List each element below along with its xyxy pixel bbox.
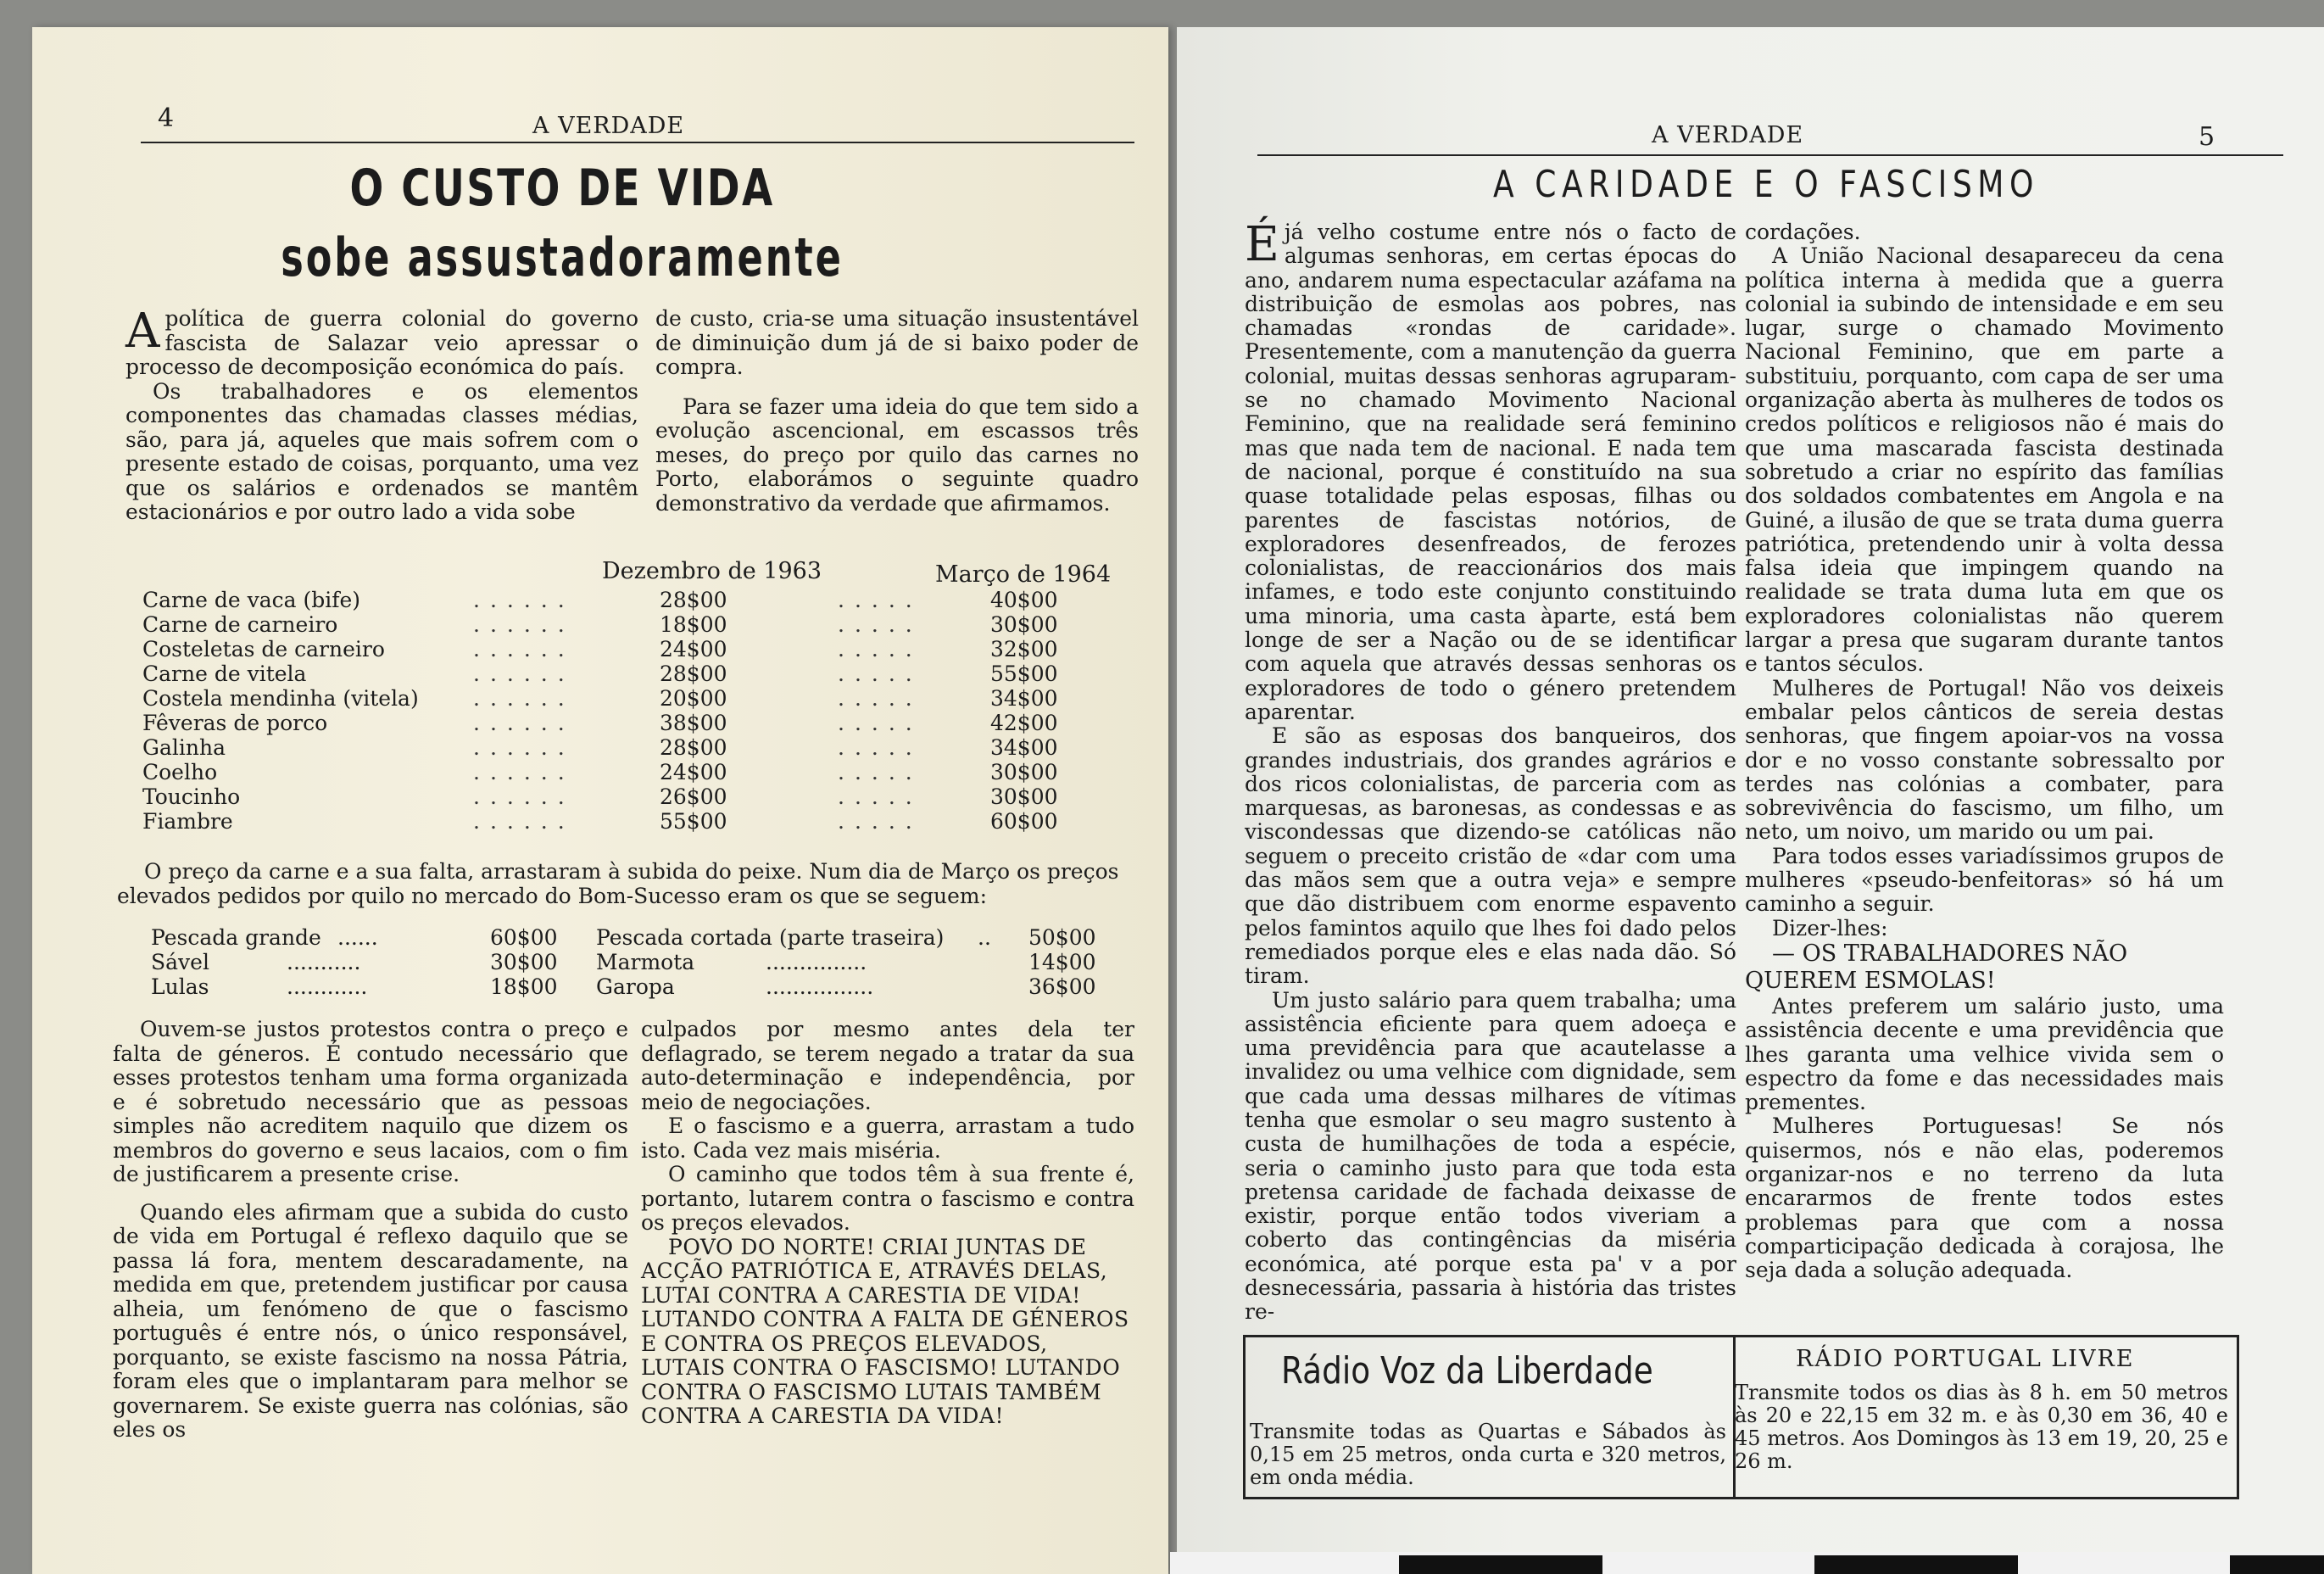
fish-price: 50$00 xyxy=(1028,925,1096,950)
body-column-1 xyxy=(1245,217,1736,1325)
paragraph: O caminho que todos têm à sua frente é, portanto, lutarem contra o fascismo e contra os preços elevados. xyxy=(641,1162,1134,1235)
left-page xyxy=(32,27,1168,1574)
leader-dots: ..... xyxy=(838,809,922,834)
price-march: 30$00 xyxy=(990,612,1058,637)
leader-dots: ..... xyxy=(838,612,922,637)
leader-dots: ...... xyxy=(473,784,575,809)
table-row xyxy=(142,785,1143,809)
table-header-december: Dezembro de 1963 xyxy=(602,558,822,584)
leader-dots: ...... xyxy=(473,809,575,834)
price-december: 28$00 xyxy=(660,661,727,686)
paragraph: Antes preferem um salário justo, uma assistência decente e uma previdência que lhes garanta uma velhice vivida sem o espectro da fome e das necessidades mais prementes. xyxy=(1745,993,2224,1115)
right-page xyxy=(1177,27,2324,1574)
scale-segment xyxy=(1399,1555,1602,1574)
leader-dots: ...... xyxy=(473,588,575,612)
fish-price: 14$00 xyxy=(1028,950,1096,974)
fish-price: 60$00 xyxy=(490,925,558,950)
leader-dots: ..... xyxy=(838,686,922,711)
leader-dots: ...... xyxy=(473,612,575,637)
fish-item: Garopa xyxy=(596,974,675,999)
price-march: 60$00 xyxy=(990,809,1058,834)
fish-item: Sável xyxy=(151,950,209,974)
leader-dots: ..... xyxy=(838,588,922,612)
paragraph: Quando eles afirmam que a subida do custo de vida em Portugal é reflexo daquilo que se passa lá fora, mentem descaradamente, na medida em que, pretendem justificar por causa alheia, um fenómeno de que o fascismo português é entre nós, o único responsável, porquanto, se existe fascismo na nossa Pátria, foram eles que o implantaram para melhor se governarem. Se existe guerra nas colónias, são eles os xyxy=(113,1199,628,1442)
price-december: 38$00 xyxy=(660,711,727,735)
item-name: Toucinho xyxy=(142,784,241,809)
price-december: 28$00 xyxy=(660,588,727,612)
table-row xyxy=(142,662,1143,686)
paragraph: Ouvem-se justos protestos contra o preço e falta de géneros. É contudo necessário que esses protestos tenham uma forma organizada e é sobretudo necessário que as pessoas simples não acreditem naquilo que dizem os membros do governo e seus lacaios, com o fim de justificarem a presente crise. xyxy=(113,1017,628,1186)
paragraph: Para se fazer uma ideia do que tem sido a evolução ascencional, em escassos três meses, do preço por quilo das carnes no Porto, elaborámos o seguinte quadro demonstrativo da verdade que afirmamos. xyxy=(655,394,1139,516)
leader-dots: ...... xyxy=(473,711,575,735)
leader-dots: ............ xyxy=(287,974,368,999)
paragraph: Mulheres Portuguesas! Se nós quisermos, nós e não elas, poderemos organizar-nos e no terreno da luta encararmos de frente todos estes problemas para que com a nossa comparticipação dedicada à corajosa, lhe seja dada a solução adequada. xyxy=(1745,1114,2224,1283)
price-march: 40$00 xyxy=(990,588,1058,612)
intro-column-2 xyxy=(655,307,1139,516)
leader-dots: ..... xyxy=(838,760,922,784)
paragraph: culpados por mesmo antes dela ter deflagrado, se terem negado a tratar da sua auto-determinação e independência, por meio de negociações. xyxy=(641,1017,1134,1114)
price-december: 24$00 xyxy=(660,760,727,784)
leader-dots: ............... xyxy=(766,950,867,974)
running-header: A VERDADE xyxy=(532,113,685,139)
item-name: Costeletas de carneiro xyxy=(142,637,385,661)
price-december: 55$00 xyxy=(660,809,727,834)
price-march: 55$00 xyxy=(990,661,1058,686)
leader-dots: ..... xyxy=(838,711,922,735)
paragraph: de custo, cria-se uma situação insustentável de diminuição dum já de si baixo poder de compra. xyxy=(655,306,1139,379)
paragraph: Mulheres de Portugal! Não vos deixeis embalar pelos cânticos de sereia destas senhoras, que fingem apoiar-vos na vossa dor e no vosso constante sobressalto por terdes nas colónias a combater, para sobrevivência do fascismo, um filho, um neto, um noivo, um marido ou um pai. xyxy=(1745,675,2224,845)
radio-schedule: Transmite todas as Quartas e Sábados às 0,15 em 25 metros, onda curta e 320 metros, em onda média. xyxy=(1250,1420,1726,1489)
page-number: 4 xyxy=(158,103,175,133)
price-march: 34$00 xyxy=(990,686,1058,711)
item-name: Carne de carneiro xyxy=(142,612,338,637)
fish-price: 18$00 xyxy=(490,974,558,999)
leader-dots: ...... xyxy=(473,735,575,760)
fish-price: 30$00 xyxy=(490,950,558,974)
radio-title: Rádio Voz da Liberdade xyxy=(1281,1349,1653,1393)
leader-dots: ...... xyxy=(473,686,575,711)
table-row xyxy=(142,687,1143,711)
paragraph: A União Nacional desapareceu da cena política interna à medida que a guerra colonial ia subindo de intensidade e em seu lugar, surge o chamado Movimento Nacional Feminino, que em parte a substituiu, porquanto, com capa de ser uma organização aberta às mulheres de todos os credos políticos e religiosos não é mais do que uma mascarada fascista destinada sobretudo a criar no espírito das famílias dos soldados combatentes em Angola e na Guiné, a ilusão de que se trata duma guerra patriótica, pretendendo unir à volta dessa falsa ideia que impingem quando na realidade se trata duma luta em que os exploradores colonialistas não querem largar a presa que sugaram durante tantos e tantos séculos. xyxy=(1745,243,2224,677)
item-name: Carne de vitela xyxy=(142,661,307,686)
fish-item: Pescada grande xyxy=(151,925,321,950)
item-name: Coelho xyxy=(142,760,218,784)
meat-price-table xyxy=(142,589,1143,843)
paragraph: E o fascismo e a guerra, arrastam a tudo isto. Cada vez mais miséria. xyxy=(641,1114,1134,1163)
price-december: 18$00 xyxy=(660,612,727,637)
price-december: 28$00 xyxy=(660,735,727,760)
price-march: 32$00 xyxy=(990,637,1058,661)
leader-dots: ...... xyxy=(473,661,575,686)
headline-line2: sobe assustadoramente xyxy=(281,226,844,288)
item-name: Fiambre xyxy=(142,809,233,834)
leader-dots: ...... xyxy=(473,637,575,661)
paragraph: E são as esposas dos banqueiros, dos grandes industriais, dos grandes agrários e dos ricos colonialistas, de parceria com as marquesas, as baronesas, as condessas e as viscondessas que dizendo-se católicas não seguem o preceito cristão de «dar com uma das mãos sem que a outra veja» e sempre que dão distribuem com enorme espavento pelos famintos aquilo que lhes foi dado pelos remediados porque eles e elas nada dão. Só tiram. xyxy=(1245,723,1736,989)
leader-dots: ...... xyxy=(473,760,575,784)
radio-portugal-livre-box xyxy=(1730,1335,2239,1499)
leader-dots: ..... xyxy=(838,735,922,760)
leader-dots: ..... xyxy=(838,661,922,686)
table-row xyxy=(142,613,1143,637)
fish-intro xyxy=(117,860,1134,908)
dropcap: É xyxy=(1245,217,1279,272)
leader-dots: .. xyxy=(978,925,991,950)
body-column-2 xyxy=(1745,220,2224,1282)
body-column-3 xyxy=(113,1018,628,1443)
leader-dots: ................ xyxy=(766,974,874,999)
slogan: — OS TRABALHADORES NÃO QUEREM ESMOLAS! xyxy=(1745,940,2128,994)
body-column-4 xyxy=(641,1018,1134,1429)
table-row xyxy=(142,638,1143,661)
paragraph: Os trabalhadores e os elementos componentes das chamadas classes médias, são, para já, aqueles que mais sofrem com o presente estado de coisas, porquanto, uma vez que os salários e ordenados se mantêm estacionários e por outro lado a vida sobe xyxy=(125,378,638,524)
table-row xyxy=(142,736,1143,760)
radio-title: RÁDIO PORTUGAL LIVRE xyxy=(1796,1346,2135,1372)
paragraph: já velho costume entre nós o facto de algumas senhoras, em certas épocas do ano, andarem numa espectacular azáfama na distribuição de esmolas aos pobres, nas chamadas «rondas de caridade». Presentemente, com a manutenção da guerra colonial, muitas dessas senhoras agruparam-se no chamado Movimento Nacional Feminino, que na realidade será feminino mas que nada tem de nacional. E nada tem de nacional, porque é constituído na sua quase totalidade pelas esposas, filhas ou parentes de fascistas notórios, de exploradores desenfreados, de ferozes colonialistas, de reaccionários dos mais infames, e todo este conjunto constituindo uma minoria, uma casta àparte, está bem longe de ser a Nação ou de se identificar com aquela que através dessas senhoras os exploradores de todo o género pretendem aparentar. xyxy=(1245,220,1736,724)
headline-line1: O CUSTO DE VIDA xyxy=(349,159,775,218)
paragraph: Para todos esses variadíssimos grupos de mulheres «pseudo-benfeitoras» só há um caminho a seguir. xyxy=(1745,843,2224,917)
price-march: 30$00 xyxy=(990,760,1058,784)
paragraph: política de guerra colonial do governo fascista de Salazar veio apressar o processo de decomposição económica do país. xyxy=(125,306,638,379)
call-to-action: POVO DO NORTE! CRIAI JUNTAS DE ACÇÃO PATRIÓTICA E, ATRAVÉS DELAS, LUTAI CONTRA A CARESTIA DE VIDA! LUTANDO CONTRA A FALTA DE GÉNEROS E CONTRA OS PREÇOS ELEVADOS, LUTAIS CONTRA O FASCISMO! LUTANDO CONTRA O FASCISMO LUTAIS TAMBÉM CONTRA A CARESTIA DA VIDA! xyxy=(641,1234,1129,1428)
table-row xyxy=(142,712,1143,735)
running-header: A VERDADE xyxy=(1652,122,1804,148)
paragraph: Um justo salário para quem trabalha; uma assistência eficiente para quem adoeça e uma previdência para que acautelasse a invalidez ou uma velhice com dignidade, sem que cada uma dessas milhares de vítimas tenha que esmolar o seu magro sustento à custa de humilhações de toda a espécie, seria o caminho justo para que toda esta pretensa caridade de fachada deixasse de existir, porque então todos viveriam a coberto das contingências da miséria económica, até porque esta pa' v a por desnecessária, passaria à história das tristes re- xyxy=(1245,987,1736,1325)
leader-dots: ..... xyxy=(838,784,922,809)
fish-item: Marmota xyxy=(596,950,695,974)
leader-dots: ...... xyxy=(337,925,378,950)
leader-dots: ........... xyxy=(287,950,361,974)
item-name: Carne de vaca (bife) xyxy=(142,588,361,612)
header-rule xyxy=(1257,154,2283,156)
radio-voz-liberdade-box xyxy=(1243,1335,1736,1499)
price-december: 26$00 xyxy=(660,784,727,809)
price-december: 24$00 xyxy=(660,637,727,661)
fish-price: 36$00 xyxy=(1028,974,1096,999)
paragraph: O preço da carne e a sua falta, arrastaram à subida do peixe. Num dia de Março os preços elevados pedidos por quilo no mercado do Bom-Sucesso eram os que se seguem: xyxy=(117,859,1119,908)
item-name: Galinha xyxy=(142,735,226,760)
intro-column-1 xyxy=(125,304,638,525)
scale-segment xyxy=(1814,1555,2018,1574)
item-name: Costela mendinha (vitela) xyxy=(142,686,419,711)
table-row xyxy=(142,810,1143,834)
price-march: 30$00 xyxy=(990,784,1058,809)
headline: A CARIDADE E O FASCISMO xyxy=(1493,163,2039,206)
page-number: 5 xyxy=(2199,122,2215,152)
paragraph: Dizer-lhes: xyxy=(1772,915,1888,940)
price-march: 34$00 xyxy=(990,735,1058,760)
paragraph: cordações. xyxy=(1745,220,1861,244)
leader-dots: ..... xyxy=(838,637,922,661)
table-row xyxy=(142,589,1143,612)
fish-price-table xyxy=(151,926,1143,1011)
price-march: 42$00 xyxy=(990,711,1058,735)
table-header-march: Março de 1964 xyxy=(935,561,1112,588)
fish-item: Pescada cortada (parte traseira) xyxy=(596,925,945,950)
fish-item: Lulas xyxy=(151,974,209,999)
header-rule xyxy=(141,142,1134,143)
item-name: Fêveras de porco xyxy=(142,711,328,735)
table-row xyxy=(142,761,1143,784)
dropcap: A xyxy=(125,304,160,359)
scale-segment xyxy=(2230,1555,2324,1574)
scale-bar xyxy=(1170,1552,2324,1574)
price-december: 20$00 xyxy=(660,686,727,711)
radio-schedule: Transmite todos os dias às 8 h. em 50 metros às 20 e 22,15 em 32 m. e às 0,30 em 36, 40 e 45 metros. Aos Domingos às 13 em 19, 20, 25 e 26 m. xyxy=(1735,1381,2228,1473)
